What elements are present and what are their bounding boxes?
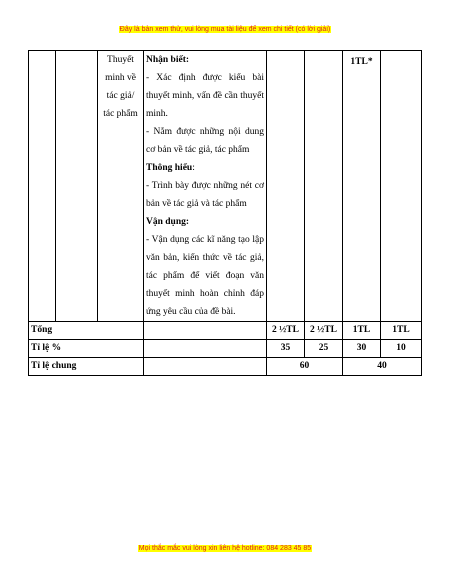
empty-cell <box>305 51 343 322</box>
empty-cell <box>144 322 267 340</box>
level-understanding-title: Thông hiểu <box>146 163 193 173</box>
requirement-item: - Trình bày được những nét cơ bản về tác giả và tác phẩm <box>146 181 264 209</box>
general-ratio-row <box>29 358 422 376</box>
assessment-matrix-table <box>28 50 422 376</box>
empty-cell <box>29 51 56 322</box>
preview-banner-text: Đây là bản xem thử, vui lòng mua tài liệu để xem chi tiết (có lời giải) <box>119 26 331 33</box>
percent-value: 30 <box>343 340 381 358</box>
requirement-item: - Nắm được những nội dung cơ bản về tác giả, tác phẩm <box>146 127 264 155</box>
totals-value: 1TL <box>343 322 381 340</box>
totals-row <box>29 322 422 340</box>
general-ratio-value: 40 <box>343 358 422 376</box>
requirement-item: - Xác định được kiểu bài thuyết minh, vấn đề cần thuyết minh. <box>146 73 264 119</box>
percent-value: 35 <box>267 340 305 358</box>
percent-label: Tỉ lệ % <box>29 340 144 358</box>
level-application-title: Vận dụng: <box>146 217 190 227</box>
hotline-banner-text: Mọi thắc mắc vui lòng xin liên hệ hotline: 084 283 45 85 <box>138 545 312 552</box>
empty-cell <box>144 358 267 376</box>
general-ratio-label: Tỉ lệ chung <box>29 358 144 376</box>
empty-cell <box>381 51 422 322</box>
topic-cell: Thuyết minh về tác giả/ tác phẩm <box>98 51 144 322</box>
percent-value: 10 <box>381 340 422 358</box>
level-recognition-title: Nhận biết: <box>146 55 190 65</box>
table-row <box>29 51 422 322</box>
totals-value: 1TL <box>381 322 422 340</box>
general-ratio-value: 60 <box>267 358 343 376</box>
requirement-item: - Vận dụng các kĩ năng tạo lập văn bản, kiến thức về tác giả, tác phẩm để viết đoạn văn thuyết minh hoàn chỉnh đáp ứng yêu cầu của đề bài. <box>146 235 264 317</box>
empty-cell <box>267 51 305 322</box>
totals-label: Tổng <box>29 322 144 340</box>
totals-value: 2 ½TL <box>267 322 305 340</box>
high-application-mark: 1TL* <box>343 51 381 322</box>
level-understanding-heading: Thông hiểu: <box>146 163 195 173</box>
totals-value: 2 ½TL <box>305 322 343 340</box>
percent-value: 25 <box>305 340 343 358</box>
preview-banner <box>0 26 450 33</box>
empty-cell <box>56 51 98 322</box>
empty-cell <box>144 340 267 358</box>
percent-row <box>29 340 422 358</box>
knowledge-requirements-cell <box>144 51 267 322</box>
hotline-banner <box>0 545 450 552</box>
